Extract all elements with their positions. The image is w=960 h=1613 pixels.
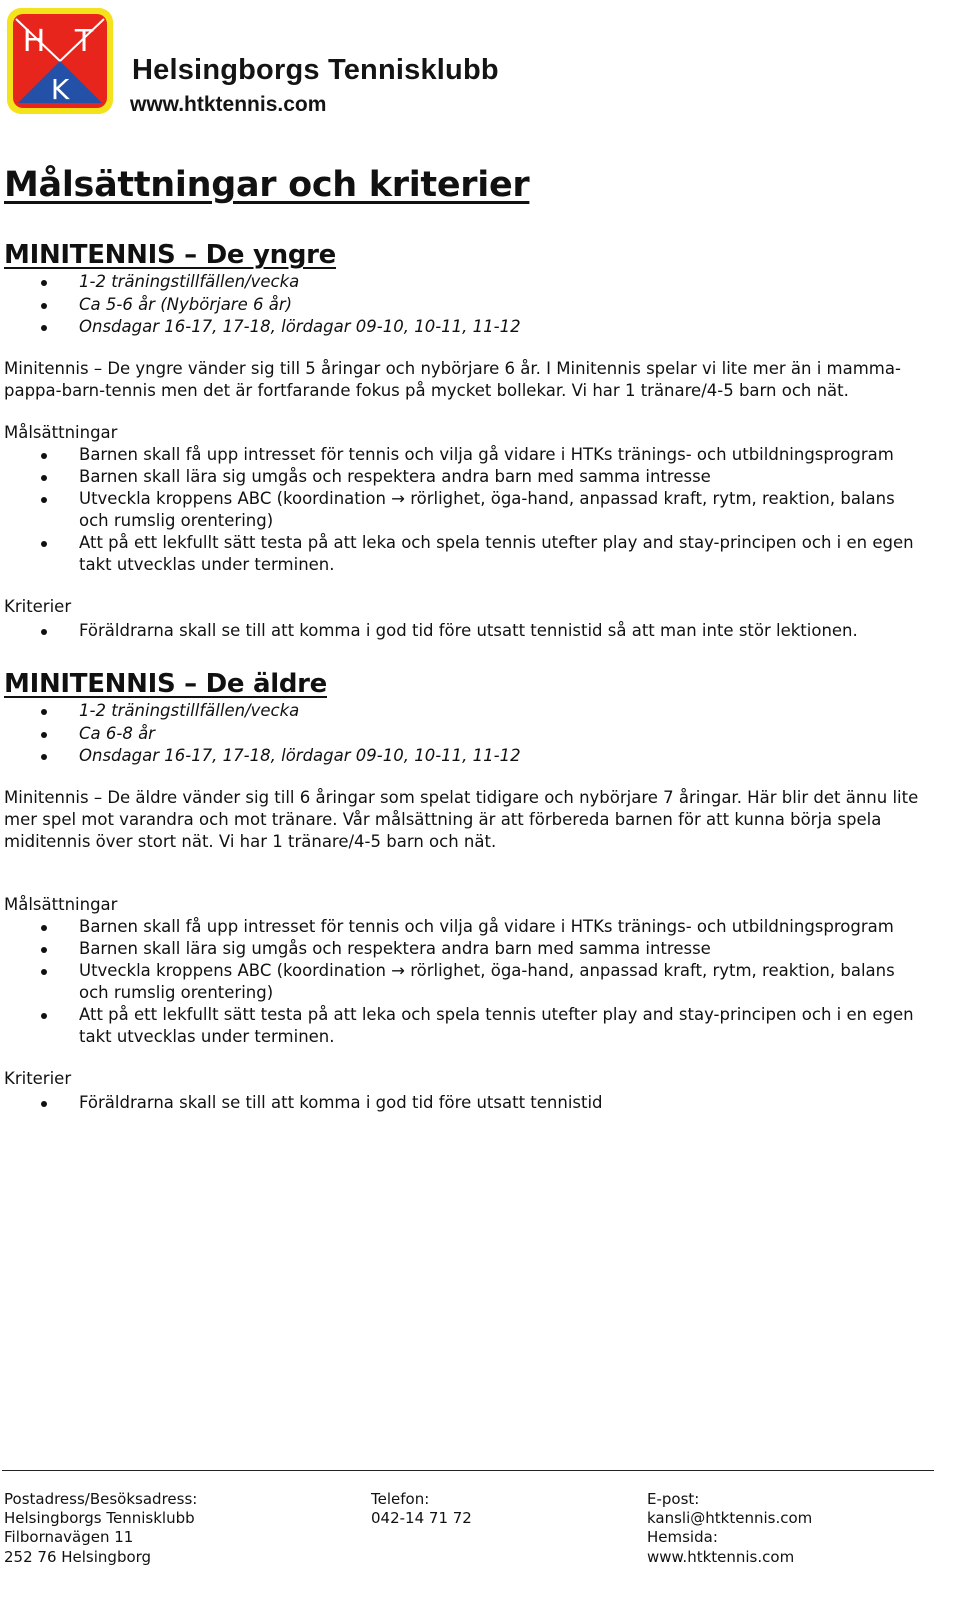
- page-title: Målsättningar och kriterier: [4, 165, 530, 205]
- footer-phone-label: Telefon:: [371, 1490, 430, 1508]
- goals-label: Målsättningar: [4, 894, 118, 914]
- list-item: Att på ett lekfullt sätt testa på att leka och spela tennis utefter play and stay-principen och i en egen takt utvecklas under terminen.: [4, 1004, 929, 1048]
- list-item: Föräldrarna skall se till att komma i god tid före utsatt tennistid så att man inte stör lektionen.: [4, 620, 944, 642]
- footer-address-label: Postadress/Besöksadress:: [4, 1490, 198, 1508]
- section-heading: MINITENNIS – De yngre: [4, 240, 336, 270]
- footer-address-line: 252 76 Helsingborg: [4, 1547, 152, 1566]
- footer-address: [4, 1490, 197, 1567]
- footer-email-link[interactable]: kansli@htktennis.com: [647, 1509, 813, 1528]
- footer-email-label: E-post:: [647, 1490, 700, 1508]
- list-item: Barnen skall lära sig umgås och respektera andra barn med samma intresse: [4, 466, 929, 488]
- list-item: Ca 5-6 år (Nybörjare 6 år): [4, 294, 944, 317]
- list-item: 1-2 träningstillfällen/vecka: [4, 700, 944, 723]
- section-description: Minitennis – De äldre vänder sig till 6 åringar som spelat tidigare och nybörjare 7 åringar. Här blir det ännu lite mer spel mot varandra och mot tränare. Vår målsättning är att förbereda barnen för att kunna börja spela miditennis över stort nät. Vi har 1 tränare/4-5 barn och nät.: [4, 787, 919, 851]
- criteria-list: [4, 1092, 944, 1114]
- htk-logo: [4, 5, 116, 117]
- section-description: Minitennis – De yngre vänder sig till 5 åringar och nybörjare 6 år. I Minitennis spelar vi lite mer än i mamma-pappa-barn-tennis men det är fortfarande fokus på mycket bollekar. Vi har 1 tränare/4-5 barn och nät.: [4, 358, 901, 400]
- logo-letter-t: T: [74, 24, 94, 59]
- list-item: 1-2 träningstillfällen/vecka: [4, 271, 944, 294]
- section-meta-list: [4, 700, 944, 768]
- list-item: Utveckla kroppens ABC (koordination → rörlighet, öga-hand, anpassad kraft, rytm, reaktion, balans och rumslig orentering): [4, 960, 929, 1004]
- list-item: Ca 6-8 år: [4, 723, 944, 746]
- goals-label: Målsättningar: [4, 422, 118, 442]
- footer-contact: [647, 1490, 812, 1567]
- section-de-yngre: [4, 239, 944, 642]
- logo-letter-k: K: [50, 73, 70, 106]
- section-de-aldre: [4, 668, 944, 1114]
- goals-list: [4, 444, 929, 576]
- criteria-label: Kriterier: [4, 596, 72, 616]
- list-item: Föräldrarna skall se till att komma i god tid före utsatt tennistid: [4, 1092, 944, 1114]
- footer-website-label: Hemsida:: [647, 1528, 718, 1547]
- criteria-label: Kriterier: [4, 1068, 72, 1088]
- club-website: www.htktennis.com: [130, 93, 327, 116]
- list-item: Onsdagar 16-17, 17-18, lördagar 09-10, 10-11, 11-12: [4, 745, 944, 768]
- list-item: Barnen skall få upp intresset för tennis och vilja gå vidare i HTKs tränings- och utbildningsprogram: [4, 444, 929, 466]
- footer-address-line: Helsingborgs Tennisklubb: [4, 1509, 195, 1528]
- footer-divider: [2, 1470, 934, 1471]
- goals-list: [4, 916, 929, 1048]
- criteria-list: [4, 620, 944, 642]
- list-item: Onsdagar 16-17, 17-18, lördagar 09-10, 10-11, 11-12: [4, 316, 944, 339]
- list-item: Barnen skall lära sig umgås och respektera andra barn med samma intresse: [4, 938, 929, 960]
- logo-letter-h: H: [22, 24, 46, 59]
- footer-phone: [371, 1490, 472, 1528]
- list-item: Utveckla kroppens ABC (koordination → rörlighet, öga-hand, anpassad kraft, rytm, reaktion, balans och rumslig orentering): [4, 488, 929, 532]
- club-name: Helsingborgs Tennisklubb: [132, 54, 499, 86]
- footer-website-link[interactable]: www.htktennis.com: [647, 1547, 795, 1566]
- list-item: Barnen skall få upp intresset för tennis och vilja gå vidare i HTKs tränings- och utbildningsprogram: [4, 916, 929, 938]
- section-heading: MINITENNIS – De äldre: [4, 669, 327, 699]
- section-meta-list: [4, 271, 944, 339]
- list-item: Att på ett lekfullt sätt testa på att leka och spela tennis utefter play and stay-principen och i en egen takt utvecklas under terminen.: [4, 532, 929, 576]
- footer-address-line: Filbornavägen 11: [4, 1528, 134, 1547]
- footer-phone-number: 042-14 71 72: [371, 1509, 472, 1528]
